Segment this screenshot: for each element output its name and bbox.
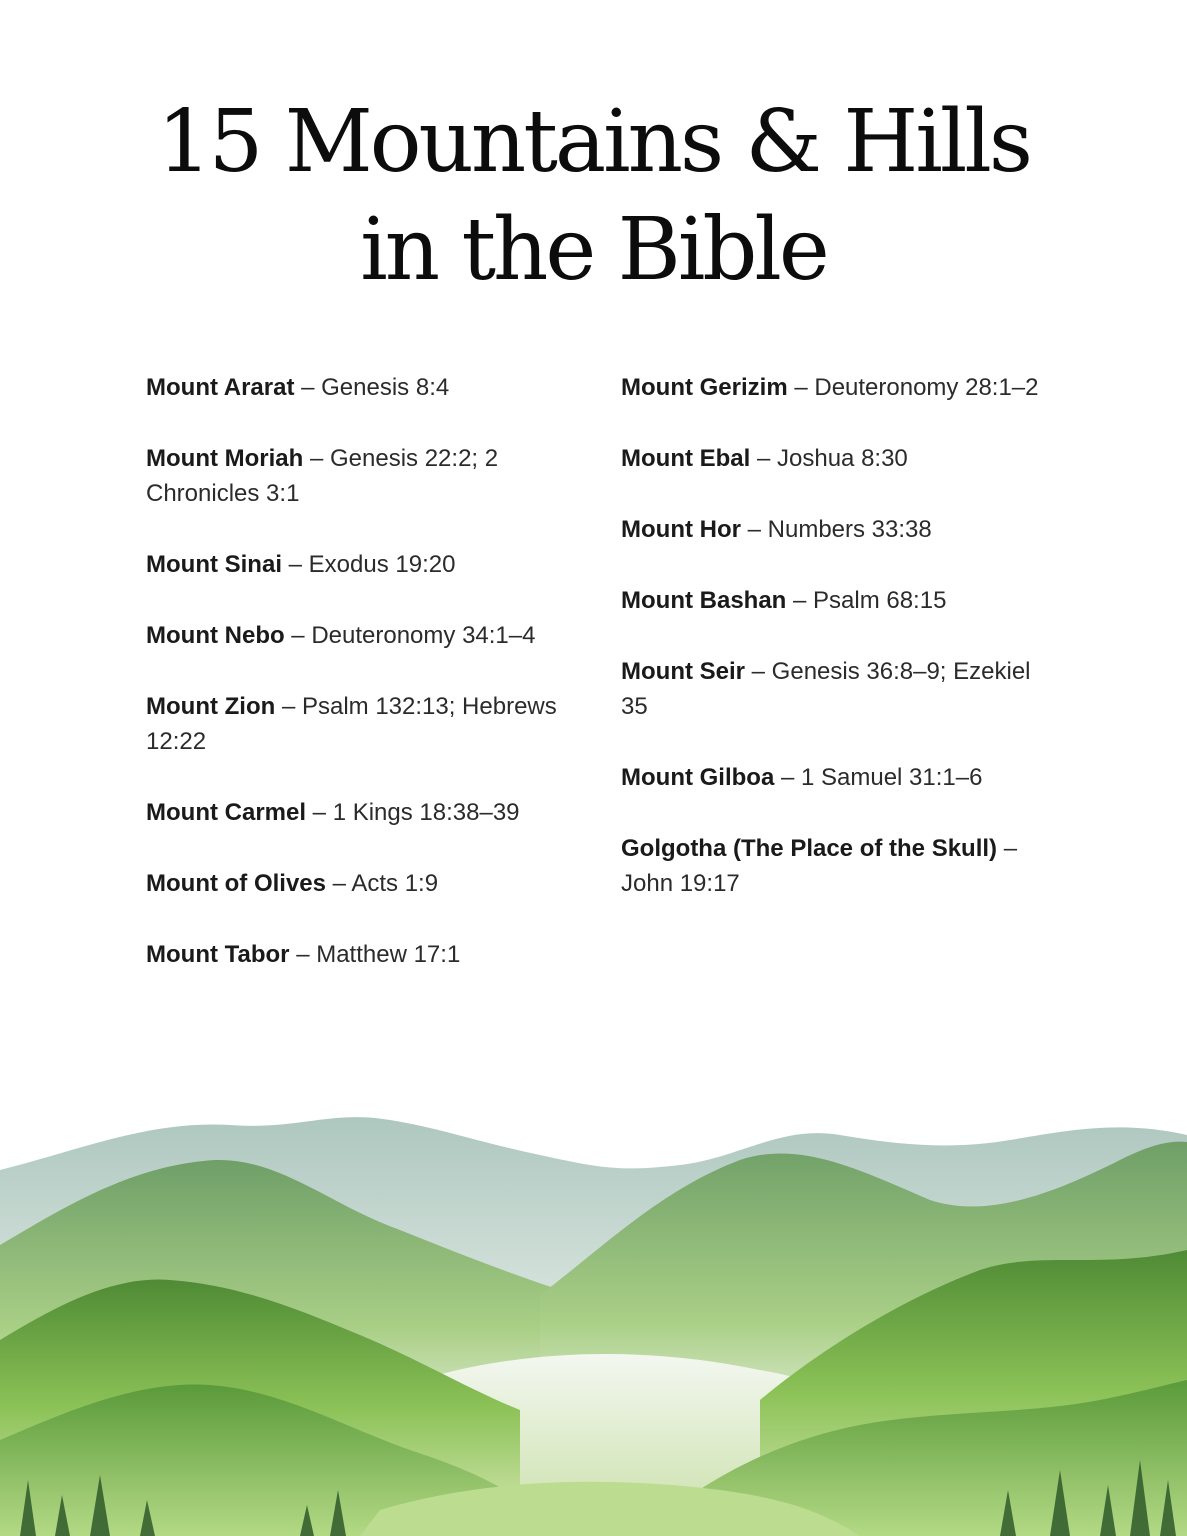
list-item bbox=[146, 370, 566, 405]
list-item bbox=[146, 689, 566, 759]
mountain-name: Mount Moriah bbox=[146, 445, 304, 472]
scripture-reference: – Psalm 132:13; Hebrews 12:22 bbox=[146, 693, 557, 755]
scripture-reference: – Genesis 8:4 bbox=[294, 374, 450, 401]
page-title bbox=[0, 88, 1187, 304]
mountain-name: Mount Ararat bbox=[146, 374, 295, 401]
mountain-name: Mount of Olives bbox=[146, 870, 326, 897]
list-item bbox=[146, 866, 566, 901]
scripture-reference: – Acts 1:9 bbox=[326, 870, 439, 897]
title-line-2: in the Bible bbox=[360, 200, 827, 300]
list-item bbox=[146, 795, 566, 830]
mountain-name: Mount Gerizim bbox=[621, 374, 788, 401]
left-column bbox=[146, 370, 566, 1008]
list-item bbox=[621, 831, 1041, 901]
mountain-name: Mount Tabor bbox=[146, 941, 290, 968]
mountain-name: Mount Nebo bbox=[146, 622, 285, 649]
scripture-reference: – 1 Samuel 31:1–6 bbox=[774, 764, 983, 791]
list-item bbox=[621, 654, 1041, 724]
title-line-1: 15 Mountains & Hills bbox=[156, 92, 1031, 192]
scripture-reference: – Deuteronomy 28:1–2 bbox=[787, 374, 1039, 401]
mountain-name: Golgotha (The Place of the Skull) bbox=[621, 835, 998, 862]
scripture-reference: – Psalm 68:15 bbox=[786, 587, 947, 614]
scripture-reference: – Genesis 22:2; 2 Chronicles 3:1 bbox=[146, 445, 499, 507]
scripture-reference: – Deuteronomy 34:1–4 bbox=[284, 622, 536, 649]
right-column bbox=[621, 370, 1041, 937]
list-item bbox=[621, 583, 1041, 618]
scripture-reference: – Matthew 17:1 bbox=[289, 941, 461, 968]
list-item bbox=[621, 512, 1041, 547]
list-item bbox=[621, 760, 1041, 795]
mountain-name: Mount Carmel bbox=[146, 799, 307, 826]
list-item bbox=[146, 547, 566, 582]
mountain-name: Mount Sinai bbox=[146, 551, 282, 578]
mountain-name: Mount Bashan bbox=[621, 587, 787, 614]
list-item bbox=[146, 937, 566, 972]
scripture-reference: – Genesis 36:8–9; Ezekiel 35 bbox=[621, 658, 1031, 720]
list-item bbox=[146, 618, 566, 653]
list-item bbox=[146, 441, 566, 511]
list-item bbox=[621, 441, 1041, 476]
scripture-reference: – Exodus 19:20 bbox=[281, 551, 456, 578]
mountain-name: Mount Hor bbox=[621, 516, 741, 543]
mountain-landscape-illustration bbox=[0, 1080, 1187, 1536]
list-item bbox=[621, 370, 1041, 405]
mountain-name: Mount Gilboa bbox=[621, 764, 775, 791]
mountain-name: Mount Seir bbox=[621, 658, 745, 685]
scripture-reference: – Joshua 8:30 bbox=[750, 445, 908, 472]
mountain-name: Mount Ebal bbox=[621, 445, 751, 472]
scripture-reference: – 1 Kings 18:38–39 bbox=[306, 799, 520, 826]
scripture-reference: – Numbers 33:38 bbox=[740, 516, 932, 543]
scripture-reference: – John 19:17 bbox=[621, 835, 1018, 897]
mountain-name: Mount Zion bbox=[146, 693, 276, 720]
